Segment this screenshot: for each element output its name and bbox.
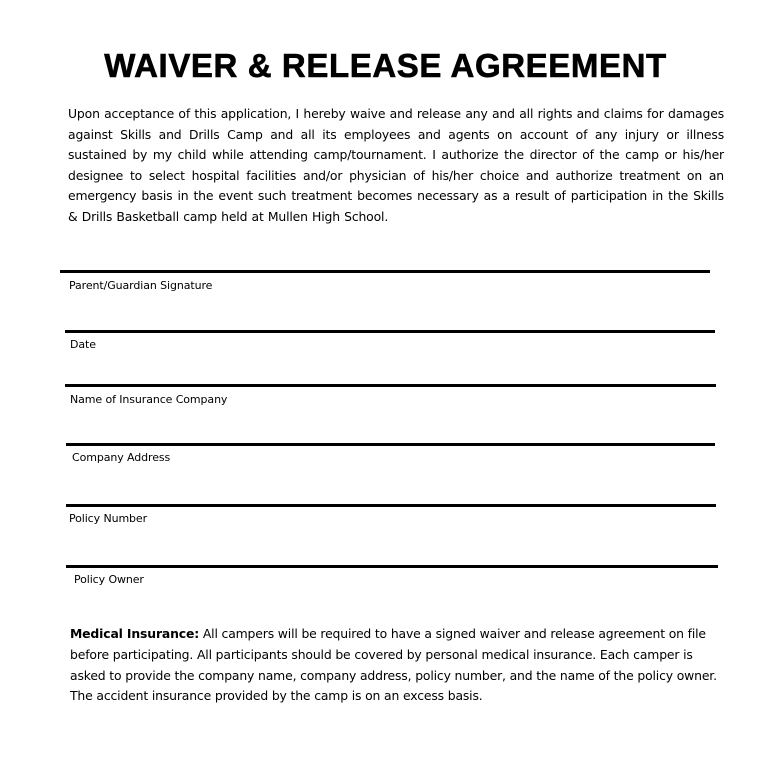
parent-signature-label: Parent/Guardian Signature xyxy=(69,279,213,292)
company-address-label: Company Address xyxy=(72,451,171,464)
insurance-company-line[interactable] xyxy=(65,384,716,387)
policy-owner-line[interactable] xyxy=(66,565,718,568)
policy-number-line[interactable] xyxy=(66,504,716,507)
waiver-paragraph: Upon acceptance of this application, I hereby waive and release any and all rights and claims for damages against Skills and Drills Camp and all its employees and agents on account of any injury or illness sustained by my child while attending camp/tournament. I authorize the director of the camp or his/her designee to select hospital facilities and/or physician of his/her choice and authorize treatment on an emergency basis in the event such treatment becomes necessary as a result of participation in the Skills & Drills Basketball camp held at Mullen High School. xyxy=(68,106,724,224)
date-line[interactable] xyxy=(65,330,715,333)
policy-owner-label: Policy Owner xyxy=(74,573,144,586)
medical-insurance-notice xyxy=(70,624,730,707)
policy-number-label: Policy Number xyxy=(69,512,148,525)
medical-insurance-body: All campers will be required to have a signed waiver and release agreement on file before participating. All participants should be covered by personal medical insurance. Each camper is asked to provide the company name, company address, policy number, and the name of the policy owner. The accident insurance provided by the camp is on an excess basis. xyxy=(70,626,717,704)
insurance-company-label: Name of Insurance Company xyxy=(70,393,228,406)
date-label: Date xyxy=(70,338,96,351)
company-address-line[interactable] xyxy=(66,443,715,446)
parent-signature-line[interactable] xyxy=(60,270,710,273)
medical-insurance-heading: Medical Insurance: xyxy=(70,626,200,641)
document-title: WAIVER & RELEASE AGREEMENT xyxy=(104,47,667,84)
